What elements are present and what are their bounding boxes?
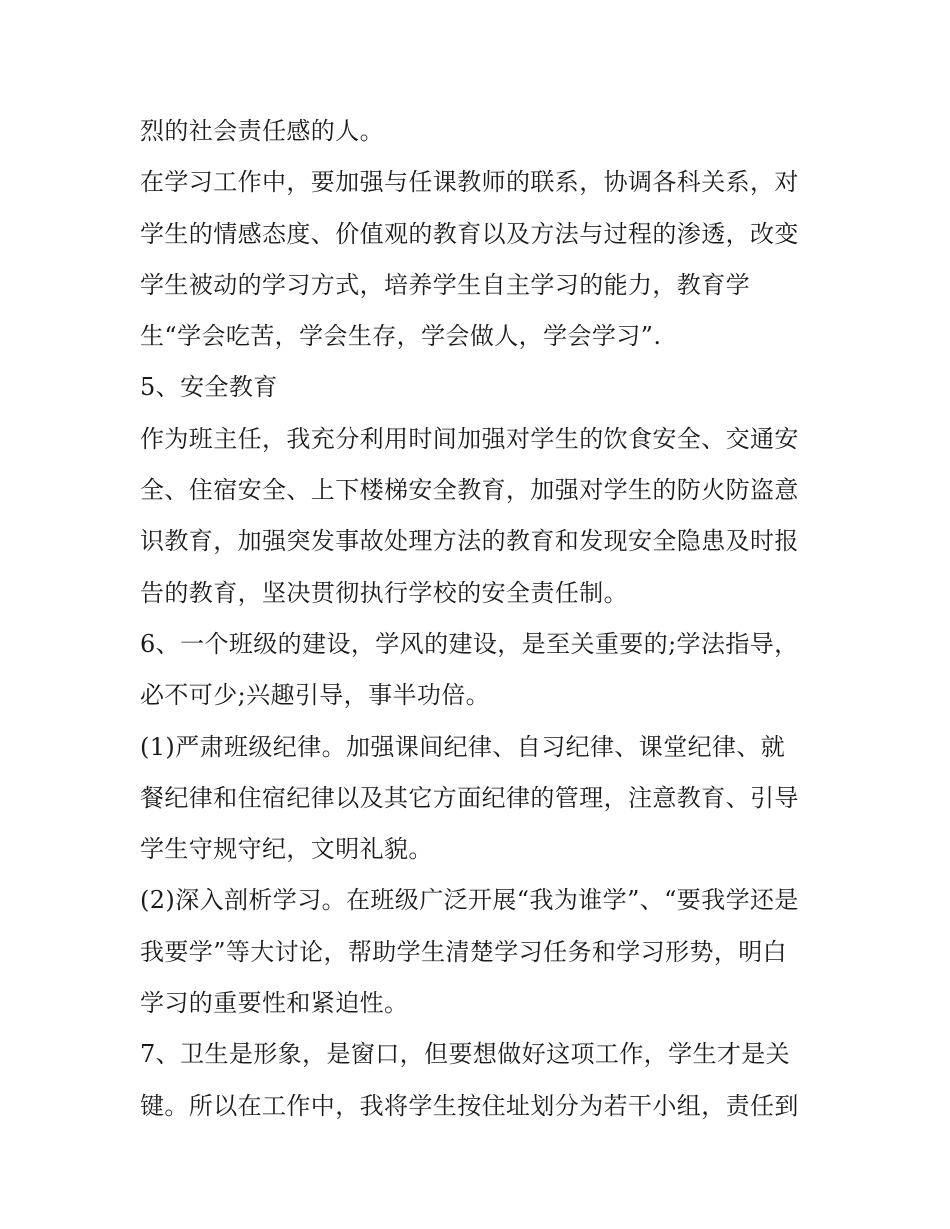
section-heading: 5、安全教育: [140, 373, 278, 402]
text-line: 学生的情感态度、价值观的教育以及方法与过程的渗透，改变: [140, 219, 799, 248]
text-line: 生“学会吃苦，学会生存，学会做人，学会学习”.: [140, 322, 662, 351]
text-line: 识教育，加强突发事故处理方法的教育和发现安全隐患及时报: [140, 527, 799, 556]
text-line: 学生守规守纪，文明礼貌。: [140, 835, 433, 864]
text-line: 必不可少;兴趣引导，事半功倍。: [140, 681, 491, 710]
text-line: 7、卫生是形象，是窗口，但要想做好这项工作，学生才是关: [140, 1040, 791, 1069]
text-line: 告的教育，坚决贯彻执行学校的安全责任制。: [140, 578, 628, 607]
text-line: (2)深入剖析学习。在班级广泛开展“我为谁学”、“要我学还是: [140, 886, 799, 915]
text-line: 学习的重要性和紧迫性。: [140, 989, 409, 1018]
text-line: (1)严肃班级纪律。加强课间纪律、自习纪律、课堂纪律、就: [140, 732, 786, 761]
body-text: [140, 106, 830, 1132]
text-line: 6、一个班级的建设，学风的建设，是至关重要的;学法指导，: [140, 629, 799, 658]
text-line: 键。所以在工作中，我将学生按住址划分为若干小组，责任到: [140, 1091, 799, 1120]
text-line: 我要学”等大讨论，帮助学生清楚学习任务和学习形势，明白: [140, 937, 788, 966]
text-line: 全、住宿安全、上下楼梯安全教育，加强对学生的防火防盗意: [140, 476, 799, 505]
text-line: 作为班主任，我充分利用时间加强对学生的饮食安全、交通安: [140, 424, 799, 453]
text-line: 学生被动的学习方式，培养学生自主学习的能力，教育学: [140, 270, 750, 299]
text-line: 烈的社会责任感的人。: [140, 117, 384, 145]
text-line: 餐纪律和住宿纪律以及其它方面纪律的管理，注意教育、引导: [140, 783, 799, 812]
text-line: 在学习工作中，要加强与任课教师的联系，协调各科关系，对: [140, 168, 799, 197]
